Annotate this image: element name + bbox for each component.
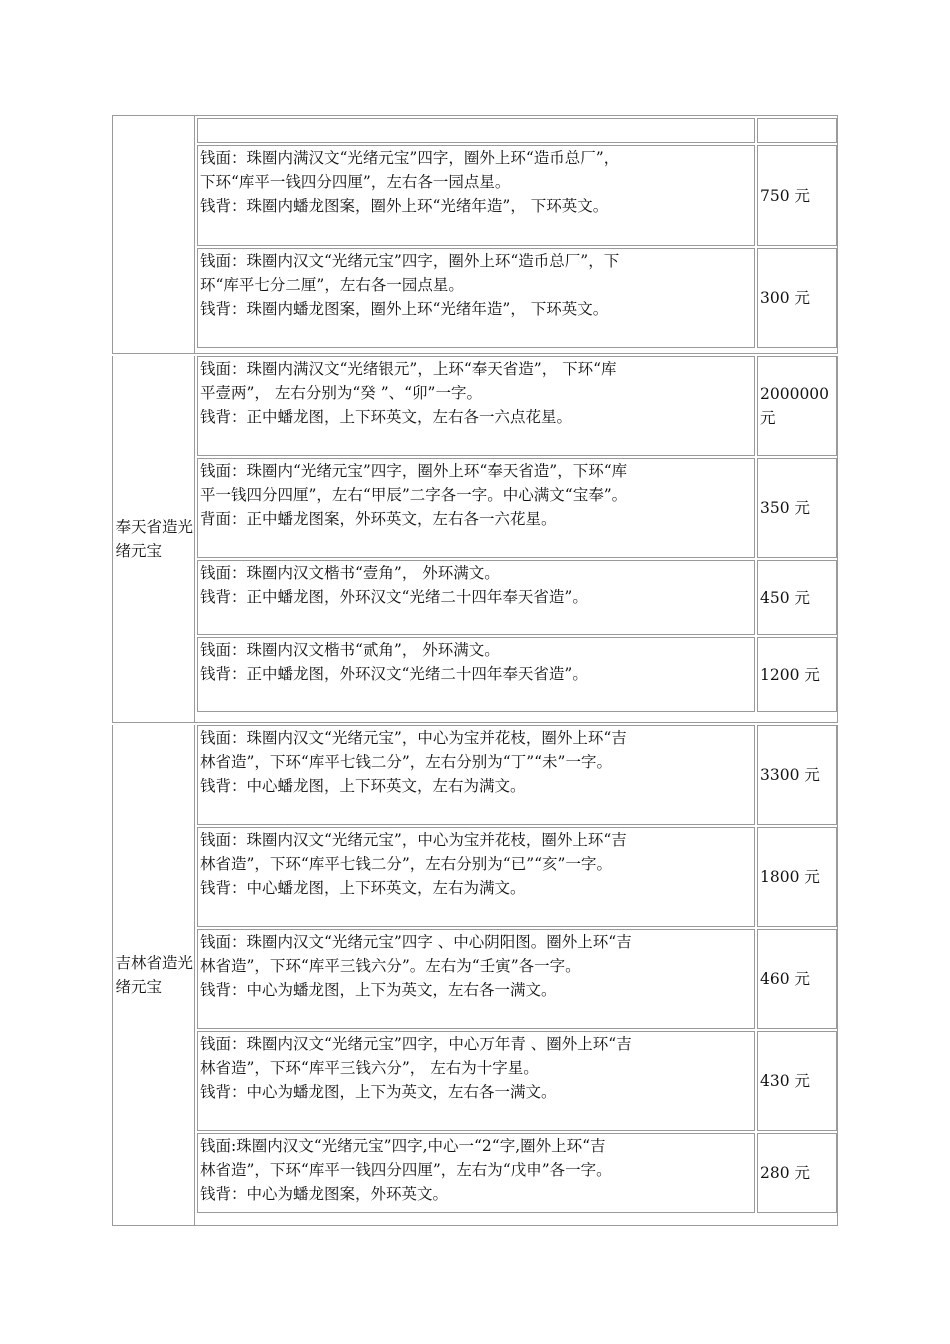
description-line: 钱背：正中蟠龙图，上下环英文，左右各一六点花星。 <box>200 408 573 426</box>
price-cell: 3300 元 <box>757 725 837 825</box>
description-cell <box>197 1031 755 1131</box>
table-row <box>197 356 837 456</box>
description-cell <box>197 560 755 635</box>
description-cell <box>197 929 755 1029</box>
table-row <box>197 145 837 246</box>
price-cell: 280 元 <box>757 1133 837 1213</box>
table-row <box>197 637 837 712</box>
table-row <box>197 118 837 143</box>
description-line: 钱背：中心蟠龙图，上下环英文，左右为满文。 <box>200 879 526 897</box>
coin-price-table <box>112 115 838 1226</box>
table-row <box>197 725 837 825</box>
description-cell-empty <box>197 118 755 143</box>
price-cell: 450 元 <box>757 560 837 635</box>
description-line: 钱背：中心为蟠龙图案，外环英文。 <box>200 1185 449 1203</box>
description-line: 林省造”，下环“库平三钱六分”， 左右为十字星。 <box>200 1059 539 1077</box>
table-group-fengtian <box>112 356 838 723</box>
description-line: 钱背：珠圈内蟠龙图案，圈外上环“光绪年造”， 下环英文。 <box>200 300 609 318</box>
description-line: 背面：正中蟠龙图案，外环英文，左右各一六花星。 <box>200 510 557 528</box>
group-label: 吉林省造光绪元宝 <box>115 954 194 996</box>
description-line: 钱背：珠圈内蟠龙图案，圈外上环“光绪年造”， 下环英文。 <box>200 197 609 215</box>
price-cell: 2000000元 <box>757 356 837 456</box>
description-line: 钱面：珠圈内汉文“光绪元宝”四字 、中心阴阳图。圈外上环“吉 <box>200 933 632 951</box>
price-cell: 350 元 <box>757 458 837 558</box>
description-line: 环“库平七分二厘”，左右各一园点星。 <box>200 276 464 294</box>
price-cell: 300 元 <box>757 248 837 348</box>
description-cell <box>197 356 755 456</box>
description-cell <box>197 827 755 927</box>
table-group-jilin <box>112 725 838 1226</box>
description-line: 钱面：珠圈内汉文楷书“壹角”， 外环满文。 <box>200 564 500 582</box>
description-line: 平壹两”， 左右分别为“癸 ”、“卯”一字。 <box>200 384 482 402</box>
price-cell: 430 元 <box>757 1031 837 1131</box>
table-row <box>197 560 837 635</box>
group-label-cell <box>113 356 195 722</box>
description-line: 钱面：珠圈内满汉文“光绪银元”，上环“奉天省造”， 下环“库 <box>200 360 617 378</box>
description-line: 钱面：珠圈内汉文楷书“贰角”， 外环满文。 <box>200 641 500 659</box>
description-line: 钱背：正中蟠龙图，外环汉文“光绪二十四年奉天省造”。 <box>200 588 588 606</box>
group-label-cell <box>113 116 195 353</box>
table-row <box>197 1031 837 1131</box>
group-rows <box>197 725 837 1213</box>
description-line: 钱背：中心蟠龙图，上下环英文，左右为满文。 <box>200 777 526 795</box>
description-cell <box>197 248 755 348</box>
price-cell: 1200 元 <box>757 637 837 712</box>
table-row <box>197 248 837 348</box>
group-rows <box>197 356 837 712</box>
description-cell <box>197 1133 755 1213</box>
description-line: 平一钱四分四厘”，左右“甲辰”二字各一字。中心满文“宝奉”。 <box>200 486 628 504</box>
description-cell <box>197 637 755 712</box>
description-line: 钱面:珠圈内汉文“光绪元宝”四字,中心一“2“字,圈外上环“吉 <box>200 1137 606 1155</box>
table-row <box>197 1133 837 1213</box>
description-line: 钱面：珠圈内汉文“光绪元宝”四字，中心万年青 、圈外上环“吉 <box>200 1035 632 1053</box>
description-cell <box>197 458 755 558</box>
description-line: 钱面：珠圈内汉文“光绪元宝”四字，圈外上环“造币总厂”，下 <box>200 252 620 270</box>
description-line: 林省造”，下环“库平三钱六分”。左右为“壬寅”各一字。 <box>200 957 581 975</box>
group-rows <box>197 118 837 348</box>
price-cell: 1800 元 <box>757 827 837 927</box>
description-line: 林省造”，下环“库平一钱四分四厘”，左右为“戊申”各一字。 <box>200 1161 612 1179</box>
price-cell: 750 元 <box>757 145 837 246</box>
group-label: 奉天省造光绪元宝 <box>115 518 194 560</box>
description-line: 钱面：珠圈内“光绪元宝”四字，圈外上环“奉天省造”，下环“库 <box>200 462 628 480</box>
description-cell <box>197 725 755 825</box>
table-group-continued <box>112 115 838 354</box>
description-line: 钱背：中心为蟠龙图，上下为英文，左右各一满文。 <box>200 981 557 999</box>
price-cell-empty <box>757 118 837 143</box>
description-line: 下环“库平一钱四分四厘”，左右各一园点星。 <box>200 173 511 191</box>
description-line: 钱背：中心为蟠龙图，上下为英文，左右各一满文。 <box>200 1083 557 1101</box>
table-row <box>197 827 837 927</box>
description-line: 钱面：珠圈内满汉文“光绪元宝”四字，圈外上环“造币总厂”， <box>200 149 620 167</box>
description-line: 钱面：珠圈内汉文“光绪元宝”，中心为宝并花枝，圈外上环“吉 <box>200 729 627 747</box>
description-line: 钱面：珠圈内汉文“光绪元宝”，中心为宝并花枝，圈外上环“吉 <box>200 831 627 849</box>
price-cell: 460 元 <box>757 929 837 1029</box>
description-line: 林省造”，下环“库平七钱二分”，左右分别为“已”“亥”一字。 <box>200 855 612 873</box>
table-row <box>197 929 837 1029</box>
description-cell <box>197 145 755 246</box>
table-row <box>197 458 837 558</box>
description-line: 钱背：正中蟠龙图，外环汉文“光绪二十四年奉天省造”。 <box>200 665 588 683</box>
group-label-cell <box>113 725 195 1225</box>
description-line: 林省造”，下环“库平七钱二分”，左右分别为“丁”“未”一字。 <box>200 753 612 771</box>
